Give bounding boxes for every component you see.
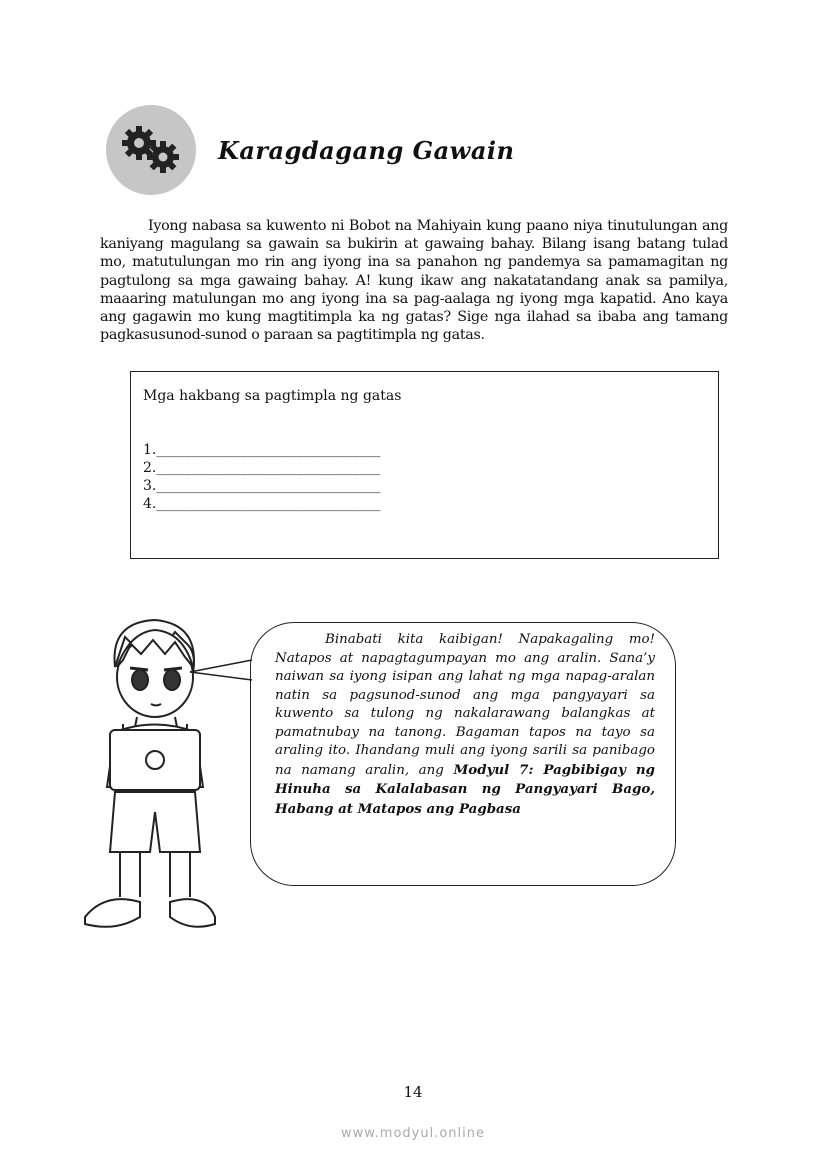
step-line-3[interactable]: 3.________________________________ [143, 478, 381, 494]
gears-icon [106, 105, 196, 195]
instructions-paragraph: Iyong nabasa sa kuwento ni Bobot na Mahiyain kung paano niya tinutulungan ang kaniyang magulang sa gawain sa bukirin at gawaing bahay. Bilang isang batang tulad mo, matutulungan mo rin ang iyong ina sa panahon ng pandemya sa pamamagitan ng pagtulong sa mga gawaing bahay. A! kung ikaw ang nakatatandang anak sa pamilya, maaaring matulungan mo ang iyong ina sa pag-aalaga ng iyong mga kapatid. Ano kaya ang gagawin mo kung magtitimpla ka ng gatas? Sige nga ilahad sa ibaba ang tamang pagkasusunod-sunod o paraan sa pagtitimpla ng gatas. [100, 218, 728, 344]
next-module-title: Modyul 7: Pagbibigay ng Hinuha sa Kalalabasan ng Pangyayari Bago, Habang at Matapos ang Pagbasa [275, 761, 655, 817]
step-line-2[interactable]: 2.________________________________ [143, 460, 381, 476]
activity-box [130, 371, 719, 559]
boy-illustration [75, 612, 225, 942]
step-line-1[interactable]: 1.________________________________ [143, 442, 381, 458]
speech-bubble-text [275, 631, 655, 819]
watermark: www.modyul.online [340, 1126, 486, 1141]
speech-bubble [250, 622, 676, 886]
activity-box-title: Mga hakbang sa pagtimpla ng gatas [143, 388, 402, 404]
step-line-4[interactable]: 4.________________________________ [143, 496, 381, 512]
bubble-message: Binabati kita kaibigan! Napakagaling mo! Natapos at napagtagumpayan mo ang aralin. Sana’y naiwan sa iyong isipan ang lahat ng mga napag-aralan natin sa pagsunod-sunod ang mga pangyayari sa kuwento sa tulong ng nakalarawang balangkas at pamatnubay na tanong. Bagaman tapos na tayo sa araling ito. Ihandang muli ang iyong sarili sa panibago na namang aralin, ang [275, 632, 655, 778]
page-number: 14 [403, 1083, 423, 1101]
section-title: Karagdagang Gawain [218, 136, 515, 165]
steps-list [143, 441, 380, 513]
